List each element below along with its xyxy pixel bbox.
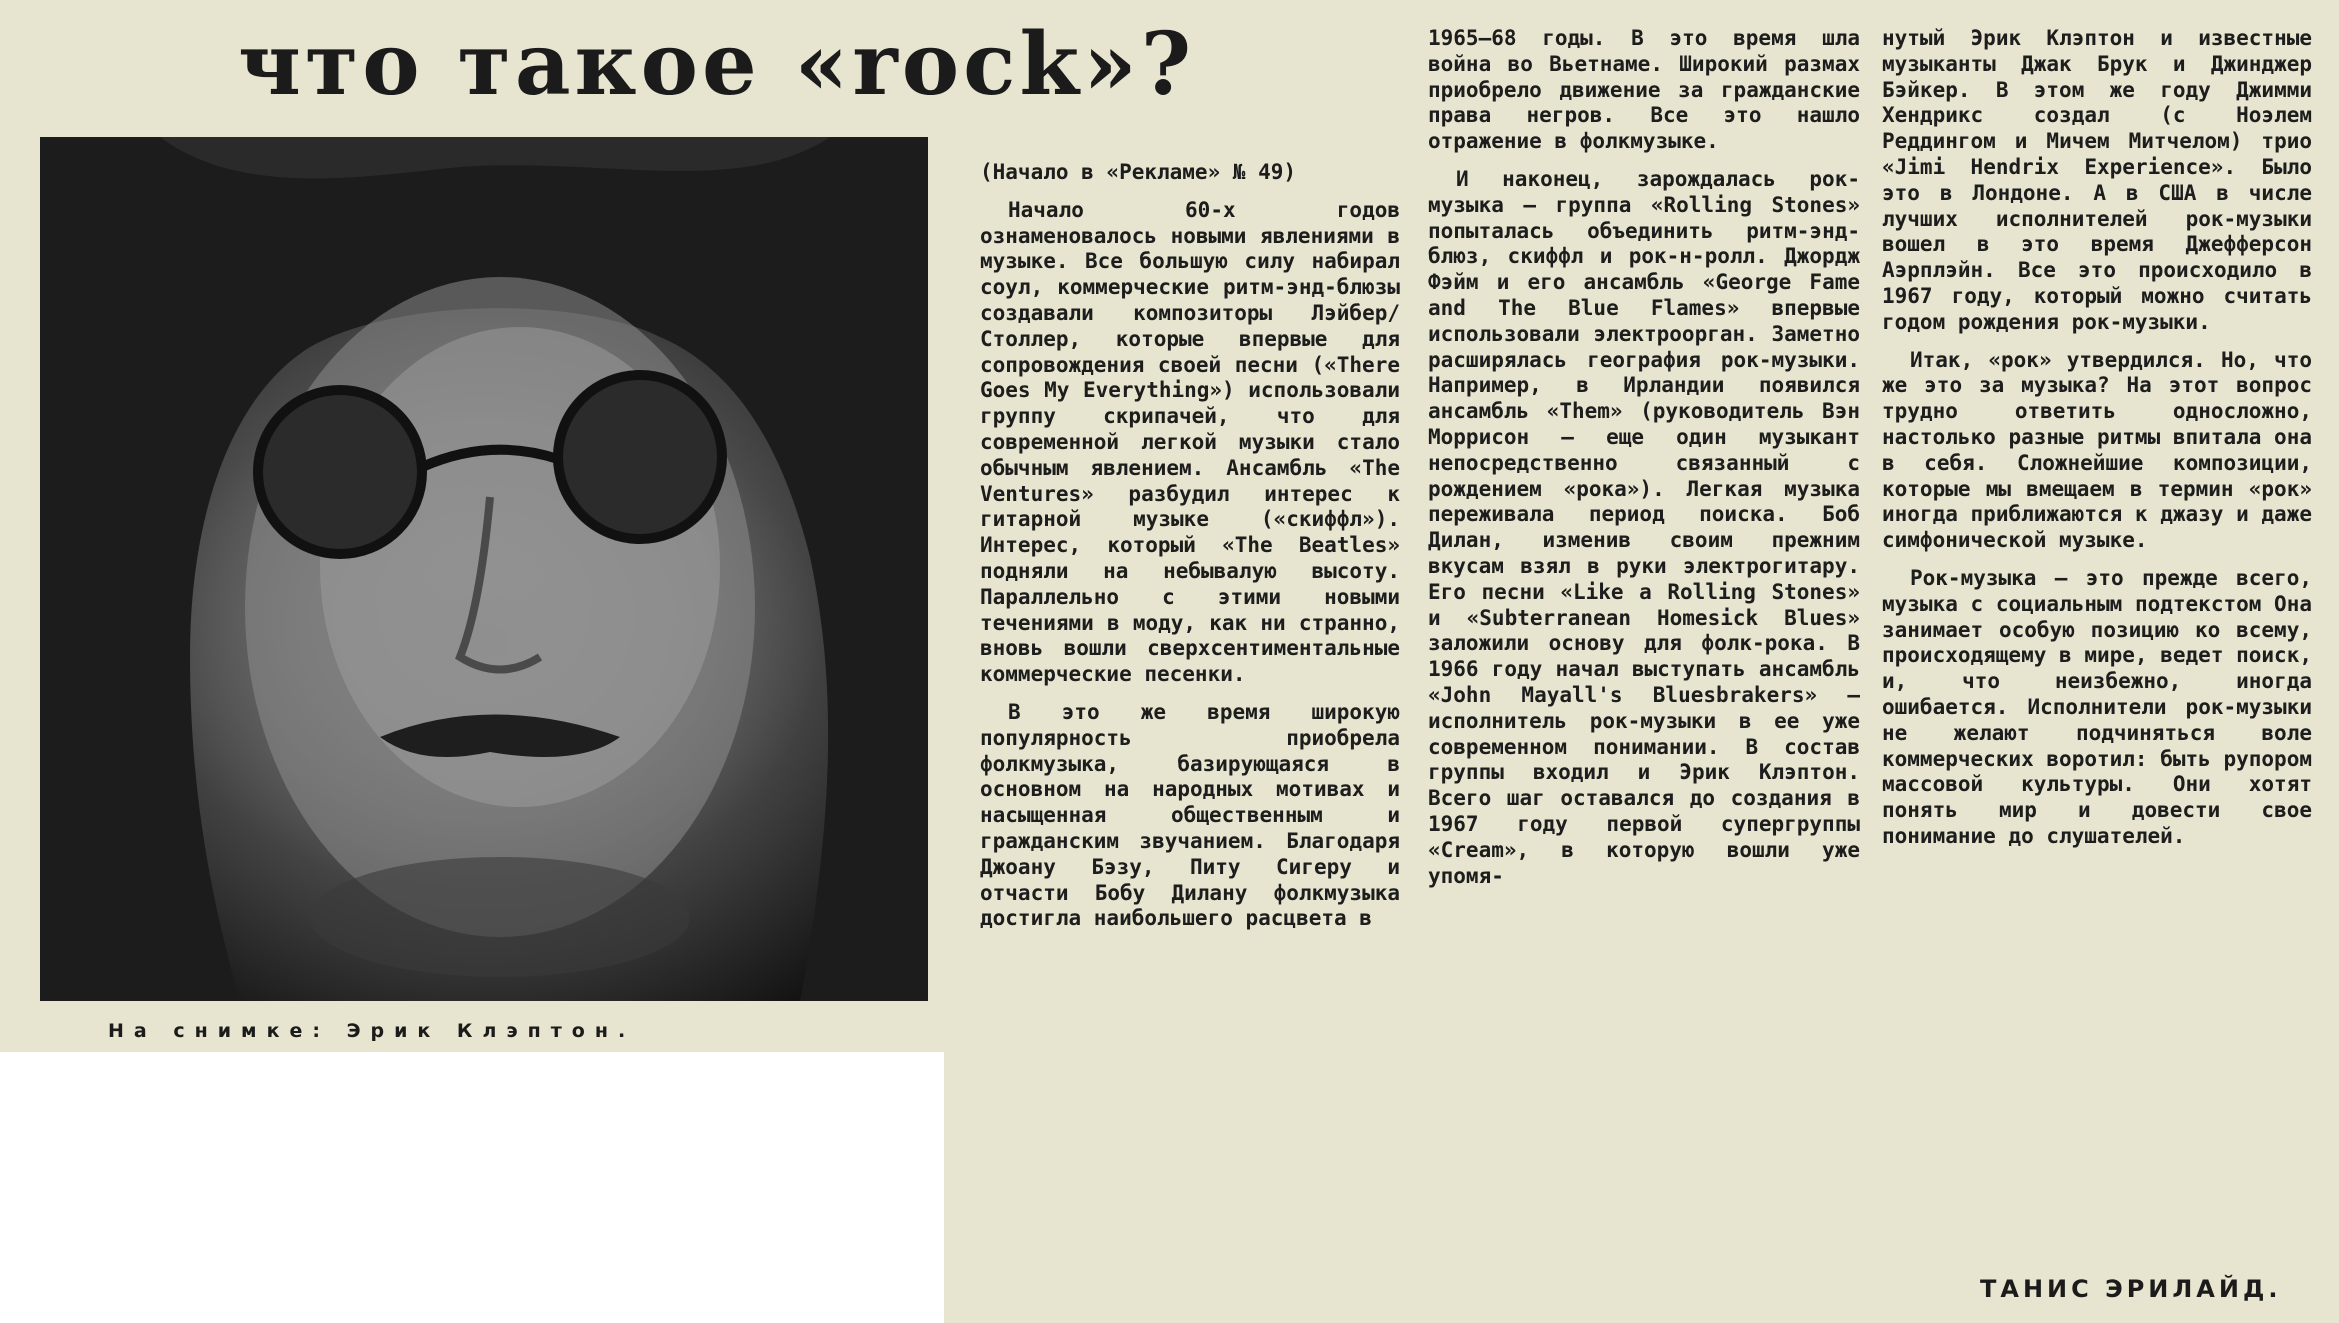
blank-area bbox=[0, 1052, 944, 1323]
continuation-reference: (Начало в «Рекламе» № 49) bbox=[980, 160, 1297, 184]
paragraph: нутый Эрик Клэптон и известные музыканты Джак Брук и Джинджер Бэйкер. В этом же году Джимми Хендрикс создал (с Ноэлем Реддингом и Мичем Митчелом) трио «Jimi Hendrix Experience». Было это в Лондоне. А в США в числе лучших исполнителей рок-музыки вошел в это время Джефферсон Аэрплэйн. Все это происходило в 1967 году, который можно считать годом рождения рок-музыки. bbox=[1882, 26, 2312, 334]
paragraph: Рок-музыка — это прежде всего, музыка с социальным подтекстом Она занимает особую позицию ко всему, происходящему в мире, ведет поиск, и, что неизбежно, иногда ошибается. Исполнители рок-музыки не желают подчиняться воле коммерческих воротил: быть рупором массовой культуры. Они хотят понять мир и довести свое понимание до слушателей. bbox=[1882, 565, 2312, 848]
author-signature: ТАНИС ЭРИЛАЙД. bbox=[1980, 1275, 2282, 1303]
photo-eric-clapton bbox=[40, 137, 928, 1001]
paragraph: Начало 60-х годов ознаменовалось новыми явлениями в музыке. Все большую силу набирал соул, коммерческие ритм-энд-блюзы создавали композиторы Лэйбер/Столлер, которые впервые для сопровождения своей песни («There Goes My Everything») использовали группу скрипачей, что для современной легкой музыки стало обычным явлением. Ансамбль «The Ventures» разбудил интерес к гитарной музыке («скиффл»). Интерес, который «The Beatles» подняли на небывалую высоту. Параллельно с этими новыми течениями в моду, как ни странно, вновь вошли сверхсентиментальные коммерческие песенки. bbox=[980, 197, 1400, 687]
article-column-2 bbox=[1428, 26, 1860, 1323]
paragraph: В это же время широкую популярность приобрела фолкмузыка, базирующаяся в основном на народных мотивах и насыщенная общественным и гражданским звучанием. Благодаря Джоану Бэзу, Питу Сигеру и отчасти Бобу Дилану фолкмузыка достигла наибольшего расцвета в bbox=[980, 699, 1400, 931]
photo-caption: На снимке: Эрик Клэптон. bbox=[108, 1020, 636, 1042]
article-column-1 bbox=[980, 160, 1400, 1323]
paragraph: Итак, «рок» утвердился. Но, что же это за музыка? На этот вопрос трудно ответить односложно, настолько разные ритмы впитала она в себя. Сложнейшие композиции, которые мы вмещаем в термин «рок» иногда приближаются к джазу и даже симфонической музыке. bbox=[1882, 347, 2312, 553]
article-column-3 bbox=[1882, 26, 2312, 1266]
headline: что такое «rock»? bbox=[238, 14, 1196, 115]
paragraph: И наконец, зарождалась рок-музыка — группа «Rolling Stones» попыталась объединить ритм-энд-блюз, скиффл и рок-н-ролл. Джордж Фэйм и его ансамбль «George Fame and The Blue Flames» впервые использовали электроорган. Заметно расширялась география рок-музыки. Например, в Ирландии появился ансамбль «Them» (руководитель Вэн Моррисон — еще один музыкант непосредственно связанный с рождением «рока»). Легкая музыка переживала период поиска. Боб Дилан, изменив своим прежним вкусам взял в руки электрогитару. Его песни «Like a Rolling Stones» и «Subterranean Homesick Blues» заложили основу для фолк-рока. В 1966 году начал выступать ансамбль «John Mayall's Bluesbrakers» — исполнитель рок-музыки в ее уже современном понимании. В состав группы входил и Эрик Клэптон. Всего шаг оставался до создания в 1967 году первой супергруппы «Cream», в которую вошли уже упомя- bbox=[1428, 166, 1860, 888]
portrait-illustration bbox=[40, 137, 928, 1001]
paragraph: 1965—68 годы. В это время шла война во Вьетнаме. Широкий размах приобрело движение за гражданские права негров. Все это нашло отражение в фолкмузыке. bbox=[1428, 26, 1860, 154]
